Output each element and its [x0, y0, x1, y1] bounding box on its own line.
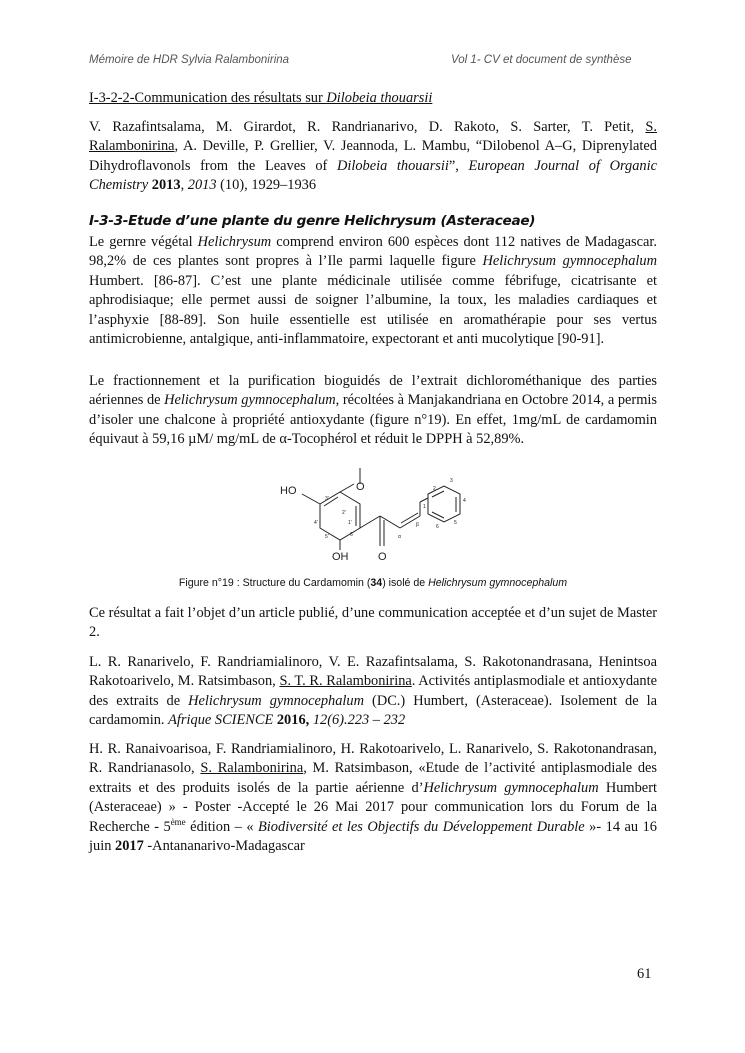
atom-o-methoxy: O: [356, 481, 365, 493]
bond-alpha: [380, 516, 400, 528]
svg-text:2: 2: [433, 486, 436, 492]
paragraph-helichrysum-intro: Le gernre végétal Helichrysum comprend environ 600 espèces dont 112 natives de Madagascar. 98,2% de ces plantes sont propres à l’Ile parmi laquelle figure Helichrysum gymnocephalum Humbert. [86-87]. C’est une plante médicinale utilisée comme fébrifuge, cicatrisante et aphrodisiaque; elle permet aussi de soigner l’albumine, la toux, les maladies cardiaques et l’asphyxie [88-89]. Son huile essentielle est utilisée en aromathérapie pour ses vertus antimicrobienne, antalgique, anti-inflammatoire, expectorant et anti mucolytique [90-91].: [89, 234, 657, 348]
author-self: S. T. R. Ralambonirina: [279, 673, 412, 690]
svg-text:α: α: [398, 534, 401, 540]
reference-afrique-science: L. R. Ranarivelo, F. Randriamialinoro, V. E. Razafintsalama, S. Rakotonandrasana, Henintsoa Rakotoarivelo, M. Ratsimbason, S. T. R. Ralambonirina. Activités antiplasmodiale et antioxydante des extraits de Helichrysum gymnocephalum (DC.) Humbert, (Asteraceae). Isolement de la cardamomin. Afrique SCIENCE 2016, 12(6).223 – 232: [89, 654, 658, 729]
reference-poster-forum: H. R. Ranaivoarisoa, F. Randriamialinoro, H. Rakotoarivelo, L. Ranarivelo, S. Rakotonandrasan, R. Randrianasolo, S. Ralambonirina, M. Ratsimbason, «Etude de l’activité antiplasmodiale des extraits et des produits isolés de la partie aérienne d’Helichrysum gymnocephalum Humbert (Asteraceae) » - Poster -Accepté le 26 Mai 2017 pour communication lors du Forum de la Recherche - 5ème édition – « Biodiversité et les Objectifs du Développement Durable »- 14 au 16 juin 2017 -Antananarivo-Madagascar: [89, 741, 658, 855]
svg-text:1: 1: [423, 504, 426, 510]
header-right: Vol 1- CV et document de synthèse: [451, 54, 632, 66]
svg-text:6': 6': [350, 532, 354, 538]
author-self: S. Ralambonirina: [200, 760, 304, 777]
svg-text:3': 3': [325, 496, 329, 502]
reference-dilobenol: V. Razafintsalama, M. Girardot, R. Randrianarivo, D. Rakoto, S. Sarter, T. Petit, S. Ralambonirina, A. Deville, P. Grellier, V. Jeannoda, L. Mambu, “Dilobenol A–G, Diprenylated Dihydroflavonols from the Leaves of Dilobeia thouarsii”, European Journal of Organic Chemistry 2013, 2013 (10), 1929–1936: [89, 119, 657, 194]
figure-caption: Figure n°19 : Structure du Cardamomin (34) isolé de Helichrysum gymnocephalum: [178, 577, 568, 589]
running-header: [89, 54, 657, 70]
page-number: 61: [637, 966, 652, 982]
svg-text:6: 6: [436, 524, 439, 530]
svg-text:2': 2': [342, 510, 346, 516]
bond-carbonyl-carbon: [360, 516, 380, 528]
svg-text:4': 4': [314, 520, 318, 526]
svg-text:5: 5: [454, 520, 457, 526]
svg-text:4: 4: [463, 498, 466, 504]
header-left: Mémoire de HDR Sylvia Ralambonirina: [89, 54, 290, 66]
atom-oh: OH: [332, 551, 349, 563]
bond-ring-b-attach: [420, 498, 428, 502]
bond-methoxy-o: [340, 484, 354, 492]
bond-ho: [302, 494, 320, 504]
section-heading-helichrysum: I-3-3-Etude d’une plante du genre Helichrysum (Asteraceae): [89, 213, 536, 229]
atom-o-carbonyl: O: [378, 551, 387, 563]
svg-text:5': 5': [325, 534, 329, 540]
section-heading-dilobeia: I-3-2-2-Communication des résultats sur Dilobeia thouarsii: [89, 90, 433, 106]
paragraph-fractionation: Le fractionnement et la purification bioguidés de l’extrait dichlorométhanique des parties aériennes de Helichrysum gymnocephalum, récoltées à Manjakandriana en Octobre 2014, a permis d’isoler une chalcone à propriété antioxydante (figure n°19). En effet, 1mg/mL de cardamomin équivaut à 59,16 µM/ mg/mL de α-Tocophérol et réduit le DPPH à 52,89%.: [89, 373, 657, 448]
atom-ho: HO: [280, 485, 297, 497]
author-self: S. Ralambonirina: [89, 119, 657, 155]
cardamomin-structure: [270, 466, 470, 566]
svg-text:β: β: [416, 522, 419, 528]
paragraph-outcome: Ce résultat a fait l’objet d’un article publié, d’une communication acceptée et d’un sujet de Master 2.: [89, 605, 657, 641]
svg-text:1': 1': [348, 520, 352, 526]
svg-text:3: 3: [450, 478, 453, 484]
